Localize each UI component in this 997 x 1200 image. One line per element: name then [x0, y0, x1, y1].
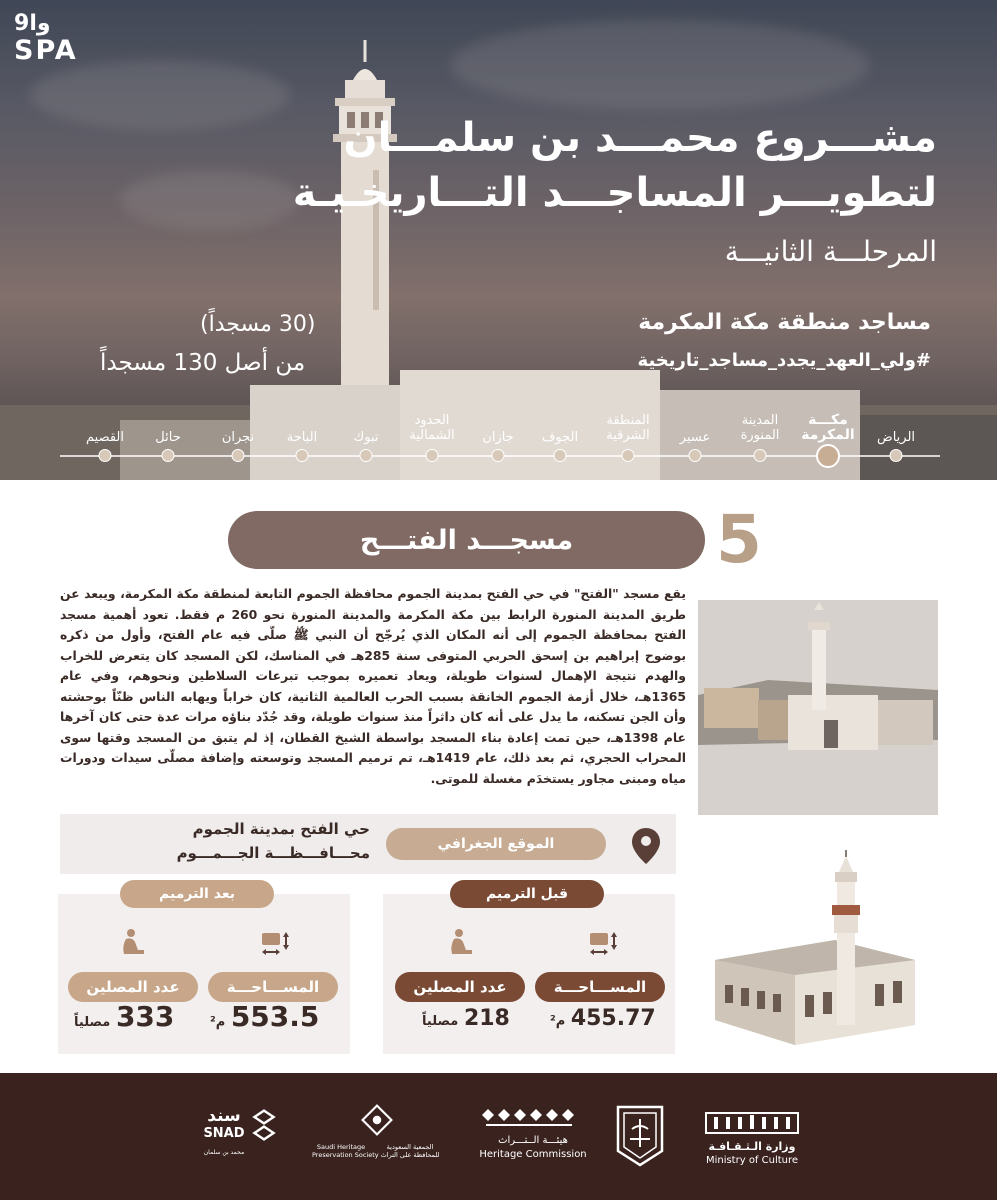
- timeline-region-label: [680, 430, 710, 445]
- timeline-region-label: [287, 430, 317, 445]
- timeline-dot: [426, 449, 439, 462]
- timeline-region-line1: المنطقة: [606, 413, 650, 428]
- hero-banner: [0, 0, 997, 480]
- mosque-description: يقع مسجد "الفتح" في حي الفتح بمدينة الجموم محافظة الجموم التابعة لمنطقة مكة المكرمة، ويبعد عن طريق المدينة المنورة الرابط بين مكة المكرمة والمدينة المنورة نحو 260 م فقط. تعود أهمية مسجد الفتح بمحافظة الجموم إلى أنه المكان الذي يُرجّح أن النبي ﷺ صلّى فيه عام الفتح، وأول من ذكره بوضوح إبراهيم بن إسحق الحربي المتوفى سنة 285هـ في المناسك، لكن المسجد كان يتعرض للخراب والهدم نتيجة الإهمال لسنوات طويلة، ويعاد تعميره بموجب تبرعات السلاطين ونحوهم، وفي عام 1365هـ، خلال أزمة الجموم الخانقة بسبب الحرب العالمية الثانية، كان خراباً ويهابه الناس ظنّاً بوحشته وأن الجن تسكنه، ما يدل على أنه كان داثراً منذ سنوات طويلة، وقد جُدّد بناؤه مرات عدة حتى كان آخرها عام 1398هـ، حين تمت إعادة بناء المسجد بواسطة الشيخ القطان، إذ لم يتبق من المسجد وقتها سوى المحراب الحجري، ثم بعد ذلك، عام 1419هـ، تم ترميم المسجد وتوسعته وإضافة مصلّى سيدات ودورات مياه ومبنى مجاور يستخدَم مغسلة للموتى.: [60, 586, 686, 786]
- after-area-unit: م²: [210, 1015, 226, 1030]
- after-worshippers-value: [74, 1000, 174, 1033]
- region-title: مساجد منطقة مكة المكرمة: [638, 310, 931, 335]
- timeline-region-line2: المكرمة: [801, 427, 855, 443]
- timeline-dot: [99, 449, 112, 462]
- after-area-value: [210, 1000, 319, 1033]
- worshipper-icon: [446, 928, 476, 956]
- mosque-after-rendering: [705, 850, 930, 1050]
- before-area-unit: م²: [550, 1014, 566, 1029]
- location-district: حي الفتح بمدينة الجموم: [192, 820, 370, 838]
- timeline-region-line2: تبوك: [353, 430, 379, 445]
- mosque-name-banner: [228, 511, 705, 569]
- ministry-emblem-icon: [614, 1103, 666, 1169]
- timeline-region-line2: الشمالية: [409, 428, 455, 443]
- snad-mark-icon: [252, 1109, 276, 1141]
- after-area-label: المســـاحـــة: [208, 972, 338, 1002]
- mosque-total: من أصل 130 مسجداً: [100, 350, 306, 376]
- before-worshippers-number: 218: [463, 1006, 510, 1031]
- timeline-region-label: [86, 430, 124, 445]
- before-worshippers-value: [422, 1006, 510, 1031]
- heritage-commission-ar: هيئـــة الــتـــراث: [498, 1135, 568, 1146]
- hashtag: #ولي_العهد_يجدد_مساجد_تاريخية: [637, 350, 931, 371]
- ministry-en: Ministry of Culture: [705, 1155, 799, 1166]
- ministry-ar: وزارة الـثـقـافـة: [708, 1140, 796, 1153]
- timeline-region-line2: جازان: [482, 430, 514, 445]
- timeline-region-label: [877, 430, 915, 445]
- before-area-value: [550, 1006, 656, 1031]
- timeline-region-label: [606, 413, 649, 443]
- spa-logo-top: وا9: [14, 11, 51, 36]
- timeline-dot: [296, 449, 309, 462]
- timeline-region-line1: مكـــة: [808, 412, 848, 428]
- timeline-dot: [754, 449, 767, 462]
- project-title-line2: لتطويـــر المساجـــد التـــاريخـيـة: [292, 170, 937, 216]
- heritage-society-mark-icon: [360, 1103, 394, 1137]
- timeline-dot: [554, 449, 567, 462]
- project-title-line1: مشـــروع محمـــد بن سلمـــان: [343, 115, 937, 161]
- timeline-region-line2: نجران: [221, 430, 255, 445]
- spa-logo: [14, 12, 94, 72]
- timeline-dot: [890, 449, 903, 462]
- timeline-region-line1: المدينة: [741, 413, 779, 428]
- mosque-count: (30 مسجداً): [200, 312, 316, 337]
- before-worshippers-label: عدد المصلين: [395, 972, 525, 1002]
- area-icon: [260, 930, 290, 958]
- after-area-number: 553.5: [230, 1000, 320, 1033]
- timeline-dot: [232, 449, 245, 462]
- timeline-region-label: [222, 430, 254, 445]
- timeline-region-line2: الشرقية: [606, 428, 650, 443]
- timeline-region-line2: حائل: [155, 430, 181, 445]
- timeline-region-line2: القصيم: [86, 430, 124, 445]
- ministry-of-culture-mark-icon: [704, 1107, 800, 1135]
- snad-sub: محمد بن سلمان: [203, 1149, 245, 1156]
- timeline-region-line2: الجوف: [541, 430, 579, 445]
- mosque-number: 5: [716, 501, 762, 578]
- after-restoration-tag: بعد الترميم: [120, 880, 274, 908]
- timeline-dot: [492, 449, 505, 462]
- timeline-region-label: [542, 430, 578, 445]
- timeline-region-line2: المنورة: [740, 428, 780, 443]
- timeline-dot: [360, 449, 373, 462]
- location-label: الموقع الجغرافي: [386, 828, 606, 860]
- phase-label: المرحلـــة الثانيـــة: [724, 235, 937, 268]
- mosque-name: مسجـــد الفتـــح: [359, 524, 574, 556]
- footer: [0, 1073, 997, 1200]
- after-worshippers-label: عدد المصلين: [68, 972, 198, 1002]
- snad-en: SNAD: [203, 1126, 245, 1141]
- timeline-region-line1: الحدود: [414, 413, 450, 428]
- timeline-region-label: [482, 430, 513, 445]
- timeline-dot: [816, 444, 840, 468]
- heritage-commission-en: Heritage Commission: [479, 1149, 587, 1160]
- timeline-region-label: [409, 413, 455, 443]
- timeline-region-line2: عسير: [679, 430, 711, 445]
- before-restoration-tag: قبل الترميم: [450, 880, 604, 908]
- area-icon: [588, 930, 618, 958]
- timeline-region-line2: الرياض: [876, 430, 916, 445]
- before-worshippers-unit: مصلياً: [422, 1014, 459, 1029]
- before-area-number: 455.77: [570, 1006, 656, 1031]
- timeline-dot: [689, 449, 702, 462]
- minaret-illustration: [315, 40, 415, 420]
- timeline-region-label: [155, 430, 180, 445]
- location-pin-icon: [632, 828, 660, 864]
- timeline-dot: [162, 449, 175, 462]
- mosque-before-photo: [698, 600, 938, 815]
- spa-logo-bottom: SPA: [14, 35, 78, 66]
- location-governorate: محـــافـــظـــة الجـــمـــوم: [176, 844, 370, 862]
- before-area-label: المســـاحـــة: [535, 972, 665, 1002]
- timeline-region-label: [741, 413, 780, 443]
- timeline-region-label: [354, 430, 379, 445]
- worshipper-icon: [118, 928, 148, 956]
- heritage-society-en2: Preservation Society: [312, 1151, 379, 1159]
- timeline-region-label: [801, 413, 854, 443]
- after-worshippers-number: 333: [115, 1000, 175, 1033]
- heritage-society-en1: Saudi Heritage: [316, 1143, 366, 1151]
- timeline-region-line2: الباحة: [286, 430, 318, 445]
- after-worshippers-unit: مصلياً: [74, 1015, 111, 1030]
- timeline-dot: [622, 449, 635, 462]
- heritage-commission-pattern-icon: [478, 1105, 588, 1129]
- heritage-society-ar: الجمعية السعودية للمحافظة على التراث: [380, 1143, 440, 1159]
- snad-ar: سند: [207, 1106, 241, 1126]
